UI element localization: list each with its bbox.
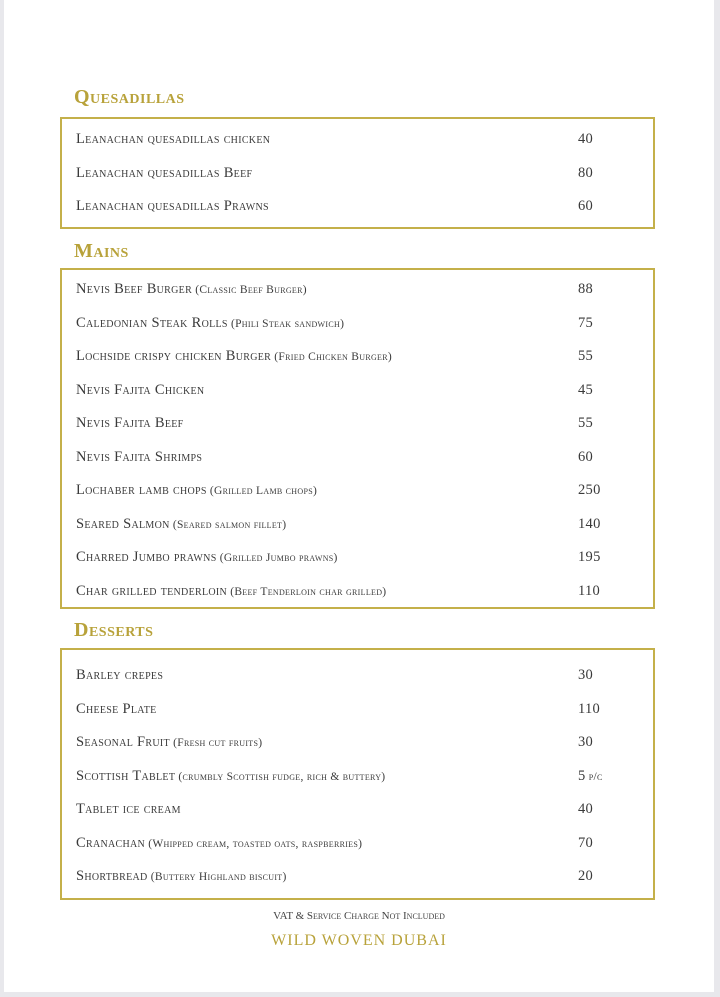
item-description: (Seared salmon fillet) [169, 518, 287, 531]
section-box [60, 117, 655, 229]
menu-item [76, 348, 653, 368]
menu-item [76, 768, 653, 788]
section-box [60, 268, 655, 609]
price-value: 250 [578, 482, 601, 498]
item-price [578, 768, 603, 785]
price-value: 40 [578, 801, 594, 817]
item-price [578, 835, 593, 852]
price-value: 60 [578, 448, 594, 465]
item-price [578, 701, 600, 718]
menu-item [76, 701, 653, 721]
price-value: 45 [578, 381, 594, 398]
menu-item [76, 165, 653, 185]
menu-item [76, 516, 653, 536]
item-name: Caledonian Steak Rolls [76, 314, 228, 331]
item-price [578, 281, 593, 298]
menu-item [76, 415, 653, 435]
menu-item [76, 382, 653, 402]
item-price [578, 516, 601, 533]
item-price [578, 415, 593, 432]
menu-item [76, 734, 653, 754]
item-name: Seared Salmon [76, 515, 170, 532]
item-name: Charred Jumbo prawns [76, 549, 217, 565]
menu-page [4, 0, 714, 992]
price-value: 75 [578, 314, 594, 331]
item-name: Nevis Fajita Beef [76, 415, 184, 431]
item-name: Seasonal Fruit [76, 734, 170, 750]
menu-item [76, 835, 653, 855]
price-value: 55 [578, 348, 594, 364]
item-name: Lochside crispy chicken Burger [76, 348, 272, 364]
item-description: (Phili Steak sandwich) [227, 317, 345, 330]
price-value: 30 [578, 734, 594, 750]
item-description: (Beef Tenderloin char grilled) [227, 585, 387, 598]
item-price [578, 131, 593, 148]
menu-item [76, 801, 653, 821]
price-value: 195 [578, 549, 601, 565]
item-name: Tablet ice cream [76, 801, 181, 817]
item-name: Nevis Fajita Chicken [76, 381, 205, 398]
item-name: Cheese Plate [76, 700, 157, 717]
item-price [578, 382, 593, 399]
item-description: (Grilled Lamb chops) [206, 485, 318, 497]
item-price [578, 348, 593, 365]
section-box [60, 648, 655, 900]
item-description: (crumbly Scottish fudge, rich & buttery) [175, 770, 386, 783]
item-name: Nevis Fajita Shrimps [76, 448, 203, 465]
menu-item [76, 198, 653, 218]
section-title: Quesadillas [74, 86, 185, 108]
item-description: (Whipped cream, toasted oats, raspberries) [145, 837, 363, 850]
item-description: (Classic Beef Burger) [192, 284, 307, 296]
menu-item [76, 667, 653, 687]
price-value: 5 [578, 767, 586, 784]
menu-item [76, 131, 653, 151]
item-name: Leanachan quesadillas Prawns [76, 198, 269, 214]
price-value: 88 [578, 281, 594, 297]
item-name: Cranachan [76, 834, 146, 851]
item-price [578, 165, 593, 182]
item-name: Lochaber lamb chops [76, 482, 207, 498]
item-price [578, 482, 601, 499]
item-name: Nevis Beef Burger [76, 281, 193, 297]
price-value: 60 [578, 198, 594, 214]
item-description: (Fresh cut fruits) [169, 737, 263, 749]
vat-note: VAT & Service Charge Not Included [273, 910, 445, 922]
item-description: (Fried Chicken Burger) [271, 351, 393, 363]
item-price [578, 734, 593, 751]
item-name: Shortbread [76, 868, 148, 884]
menu-item [76, 549, 653, 569]
price-value: 40 [578, 131, 594, 147]
item-price [578, 801, 593, 818]
menu-item [76, 482, 653, 502]
section-title: Desserts [74, 619, 154, 641]
price-value: 110 [578, 582, 601, 599]
item-name: Char grilled tenderloin [76, 582, 228, 599]
item-name: Scottish Tablet [76, 767, 176, 784]
item-description: (Buttery Highland biscuit) [147, 871, 287, 883]
price-unit: p/c [585, 770, 603, 783]
menu-item [76, 315, 653, 335]
item-description: (Grilled Jumbo prawns) [216, 552, 338, 564]
section-title: Mains [74, 240, 129, 262]
item-price [578, 449, 593, 466]
price-value: 70 [578, 834, 594, 851]
brand-name: WILD WOVEN DUBAI [271, 932, 447, 949]
price-value: 110 [578, 700, 601, 717]
menu-item [76, 281, 653, 301]
menu-item [76, 868, 653, 888]
price-value: 20 [578, 868, 594, 884]
price-value: 80 [578, 164, 594, 181]
item-price [578, 868, 593, 885]
item-price [578, 583, 600, 600]
menu-item [76, 449, 653, 469]
price-value: 55 [578, 415, 594, 431]
item-price [578, 549, 601, 566]
item-price [578, 667, 593, 684]
item-name: Leanachan quesadillas chicken [76, 131, 271, 147]
item-name: Leanachan quesadillas Beef [76, 164, 253, 181]
item-price [578, 315, 593, 332]
price-value: 140 [578, 515, 601, 532]
price-value: 30 [578, 667, 594, 683]
item-name: Barley crepes [76, 667, 164, 683]
item-price [578, 198, 593, 215]
menu-item [76, 583, 653, 603]
